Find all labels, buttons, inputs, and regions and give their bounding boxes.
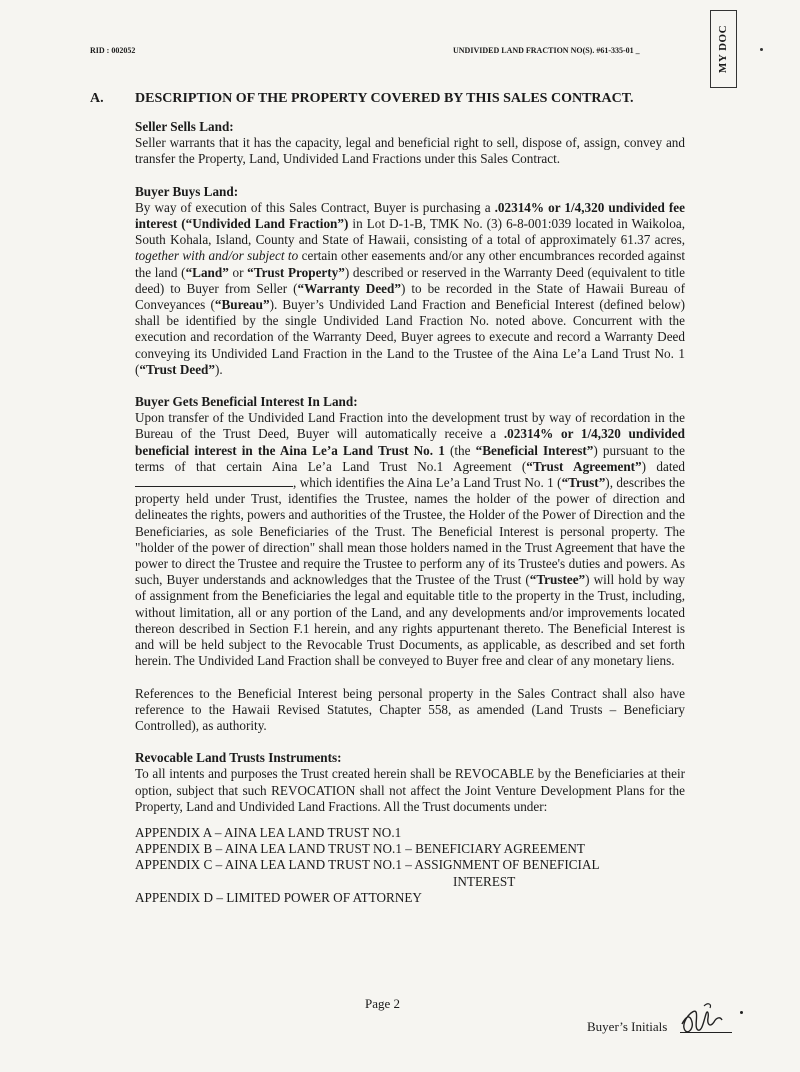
my-doc-stamp — [710, 10, 737, 88]
buyer-buys-heading: Buyer Buys Land: — [135, 183, 239, 199]
references-paragraph: References to the Beneficial Interest being personal property in the Sales Contract shall also have reference to the Hawaii Revised Statutes, Chapter 558, as amended (Land Trusts – Beneficiary Controlled), as authority. — [135, 685, 685, 733]
appendix-a: APPENDIX A – AINA LEA LAND TRUST NO.1 — [135, 824, 402, 840]
seller-paragraph: Seller warrants that it has the capacity, legal and beneficial right to sell, dispose of, assign, convey and transfer the Property, Land, Undivided Land Fractions under this Sales Contract. — [135, 135, 685, 167]
stamp-label: MY DOC — [717, 24, 730, 74]
date-blank — [135, 475, 293, 487]
section-body — [135, 119, 685, 906]
record-id: RID : 002052 — [90, 46, 136, 55]
buyer-initials-label: Buyer’s Initials — [587, 1019, 668, 1034]
appendix-c-continued: INTEREST — [453, 873, 516, 889]
section-title: DESCRIPTION OF THE PROPERTY COVERED BY THIS SALES CONTRACT. — [135, 91, 634, 106]
revocable-paragraph: To all intents and purposes the Trust created herein shall be REVOCABLE by the Beneficiaries at their option, subject that such REVOCATION shall not affect the Joint Venture Development Plans for the Property, Land and Undivided Land Fractions. All the Trust documents under: — [135, 766, 685, 814]
appendix-c: APPENDIX C – AINA LEA LAND TRUST NO.1 – ASSIGNMENT OF BENEFICIAL — [135, 857, 600, 873]
section-letter: A. — [90, 91, 104, 106]
revocable-heading: Revocable Land Trusts Instruments: — [135, 750, 342, 766]
appendix-d: APPENDIX D – LIMITED POWER OF ATTORNEY — [135, 889, 422, 905]
appendix-list — [135, 825, 685, 906]
page-number: Page 2 — [365, 996, 401, 1011]
beneficial-interest-heading: Buyer Gets Beneficial Interest In Land: — [135, 394, 358, 410]
seller-heading: Seller Sells Land: — [135, 119, 234, 134]
fraction-number-header: UNDIVIDED LAND FRACTION NO(S). #61-335-01 _ — [453, 46, 640, 55]
buyer-buys-paragraph: By way of execution of this Sales Contract, Buyer is purchasing a .02314% or 1/4,320 undivided fee interest (“Undivided Land Fraction”) in Lot D-1-B, TMK No. (3) 6-8-001:039 located in Waikoloa, South Kohala, Island, County and State of Hawaii, consisting of a total of approximately 61.37 acres, together with and/or subject to certain other easements and/or any other encumbrances recorded against the land (“Land” or “Trust Property”) described or reserved in the Warranty Deed (equivalent to title deed) to Buyer from Seller (“Warranty Deed”) to be recorded in the State of Hawaii Bureau of Conveyances (“Bureau”). Buyer’s Undivided Land Fraction and Beneficial Interest (defined below) shall be identified by the single Undivided Land Fraction No. noted above. Concurrent with the execution and recordation of the Warranty Deed, Buyer agrees to execute and record a Warranty Deed conveying its Undivided Land Fraction in the Land to the Trustee of the Aina Le’a Land Trust No. 1 (“Trust Deed”). — [135, 199, 686, 377]
beneficial-interest-paragraph: Upon transfer of the Undivided Land Fraction into the development trust by way of recordation in the Bureau of the Trust Deed, Buyer will automatically receive a .02314% or 1/4,320 undivided beneficial interest in the Aina Le’a Land Trust No. 1 (the “Beneficial Interest”) pursuant to the terms of that certain Aina Le’a Land Trust No.1 Agreement (“Trust Agreement”) dated , which identifies the Aina Le’a Land Trust No. 1 (“Trust”), describes the property held under Trust, identifies the Trustee, names the holder of the power of direction and delineates the rights, powers and authorities of the Trustee, the Holder of the Power of Direction and the Beneficiaries, as sole Beneficiaries of the Trust. The Beneficial Interest is personal property. The "holder of the power of direction" shall mean those holders named in the Trust Agreement that have the power to direct the Trustee and require the Trustee to perform any of its Trustee's duties and powers. As such, Buyer understands and acknowledges that the Trustee of the Trust (“Trustee”) will hold by way of assignment from the Beneficiaries the legal and equitable title to the property in the Trust, including, without limitation, all or any portion of the Land, and any developments and/or improvements located thereon described in Section F.1 herein, and any rights appurtenant thereto. The Beneficial Interest is and will be held subject to the Revocable Trust Documents, as applicable, as described and set forth herein. The Undivided Land Fraction shall be conveyed to Buyer free and clear of any monetary liens. — [135, 410, 685, 669]
signature-dot — [740, 1011, 743, 1014]
corner-mark — [760, 48, 763, 51]
initials-signature — [676, 998, 726, 1040]
appendix-b: APPENDIX B – AINA LEA LAND TRUST NO.1 – BENEFICIARY AGREEMENT — [135, 841, 585, 857]
